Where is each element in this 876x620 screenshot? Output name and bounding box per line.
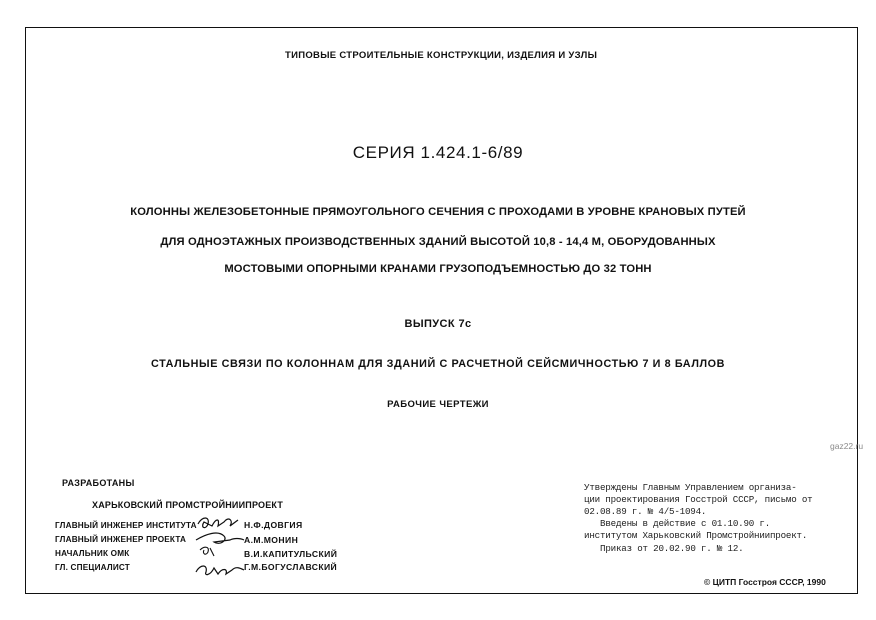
copyright: © ЦИТП Госстроя СССР, 1990 <box>704 577 826 587</box>
developer-organization: ХАРЬКОВСКИЙ ПРОМСТРОЙНИИПРОЕКТ <box>92 500 284 510</box>
signatory-position: ГЛАВНЫЙ ИНЖЕНЕР ПРОЕКТА <box>55 535 187 544</box>
signatory-name: А.М.МОНИН <box>244 535 299 545</box>
watermark: gaz22.ru <box>830 441 864 451</box>
header-line: ТИПОВЫЕ СТРОИТЕЛЬНЫЕ КОНСТРУКЦИИ, ИЗДЕЛИЯ И УЗЛЫ <box>285 50 598 61</box>
issue-number: ВЫПУСК 7с <box>404 318 472 330</box>
title-line-3: МОСТОВЫМИ ОПОРНЫМИ КРАНАМИ ГРУЗОПОДЪЕМНОСТЬЮ ДО 32 ТОНН <box>224 263 652 275</box>
signatory-name: В.И.КАПИТУЛЬСКИЙ <box>244 549 338 559</box>
approval-text: Утверждены Главным Управлением организа- <box>584 482 797 493</box>
developed-title: РАЗРАБОТАНЫ <box>62 478 135 488</box>
handwritten-signature <box>190 510 250 580</box>
signatory-name: Н.Ф.ДОВГИЯ <box>244 520 303 530</box>
series-number: СЕРИЯ 1.424.1-6/89 <box>352 143 524 162</box>
approval-text: Приказ от 20.02.90 г. № 12. <box>600 543 744 554</box>
signatory-name: Г.М.БОГУСЛАВСКИЙ <box>244 562 338 572</box>
signatory-position: ГЛ. СПЕЦИАЛИСТ <box>55 563 131 572</box>
approval-text: Введены в действие с 01.10.90 г. <box>600 518 771 529</box>
working-drawings-label: РАБОЧИЕ ЧЕРТЕЖИ <box>387 399 489 410</box>
approval-text: институтом Харьковский Промстройниипроект. <box>584 530 808 541</box>
title-line-1: КОЛОННЫ ЖЕЛЕЗОБЕТОННЫЕ ПРЯМОУГОЛЬНОГО СЕЧЕНИЯ С ПРОХОДАМИ В УРОВНЕ КРАНОВЫХ ПУТЕЙ <box>130 206 746 218</box>
signatory-position: ГЛАВНЫЙ ИНЖЕНЕР ИНСТИТУТА <box>55 521 197 530</box>
signatory-position: НАЧАЛЬНИК ОМК <box>55 549 130 558</box>
subtitle: СТАЛЬНЫЕ СВЯЗИ ПО КОЛОННАМ ДЛЯ ЗДАНИЙ С РАСЧЕТНОЙ СЕЙСМИЧНОСТЬЮ 7 И 8 БАЛЛОВ <box>150 358 726 370</box>
title-line-2: ДЛЯ ОДНОЭТАЖНЫХ ПРОИЗВОДСТВЕННЫХ ЗДАНИЙ ВЫСОТОЙ 10,8 - 14,4 М, ОБОРУДОВАННЫХ <box>160 236 716 248</box>
approval-text: ции проектирования Госстрой СССР, письмо от <box>584 494 813 505</box>
approval-text: 02.08.89 г. № 4/5-1094. <box>584 506 707 517</box>
